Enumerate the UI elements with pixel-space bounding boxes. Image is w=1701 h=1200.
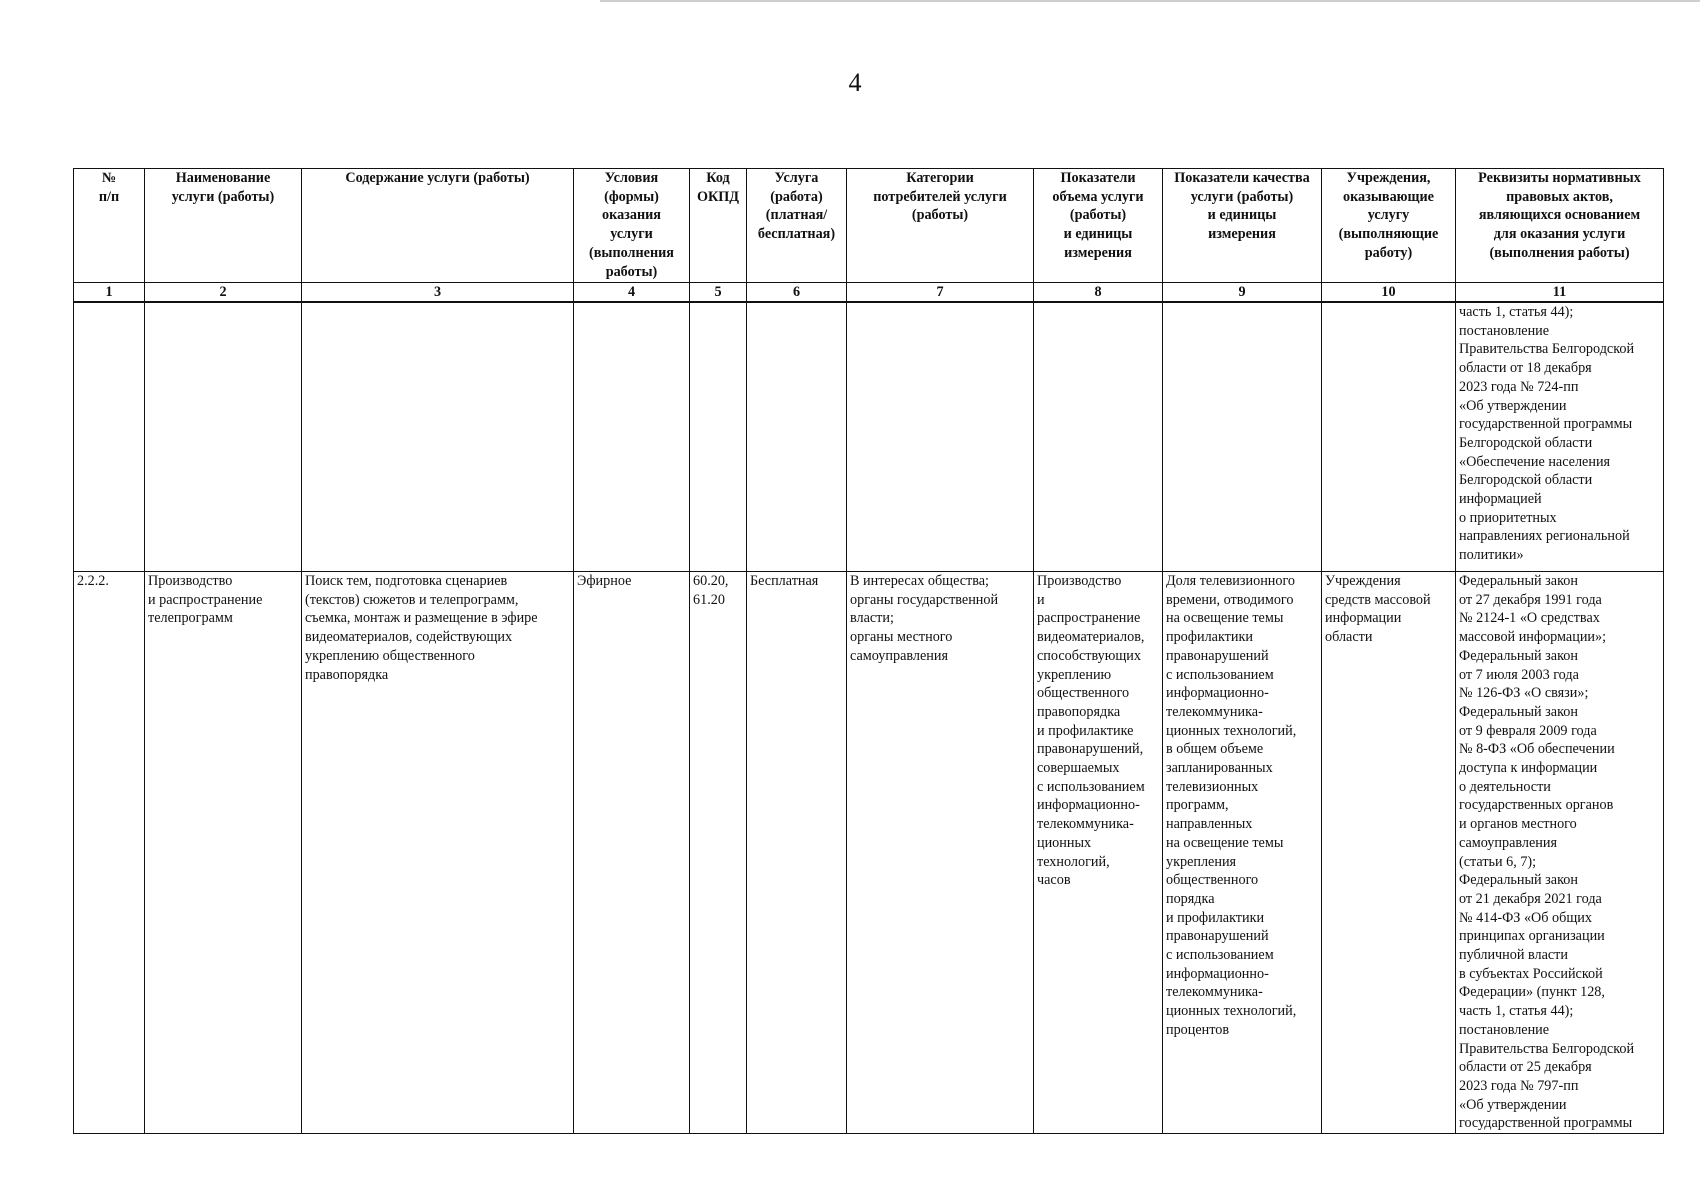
- page-number: 4: [848, 68, 862, 97]
- header-conditions: Условия (формы) оказания услуги (выполнения работы): [574, 169, 690, 283]
- header-consumers: Категории потребителей услуги (работы): [847, 169, 1034, 283]
- top-scan-edge: [600, 0, 1700, 2]
- column-number: 2: [145, 283, 302, 303]
- header-volume: Показатели объема услуги (работы) и единицы измерения: [1034, 169, 1163, 283]
- column-numbers-row: [74, 283, 1664, 303]
- column-number: 5: [690, 283, 747, 303]
- column-number: 11: [1456, 283, 1664, 303]
- row-service-name: Производство и распространение телепрограмм: [145, 572, 302, 1134]
- header-legal-acts: Реквизиты нормативных правовых актов, являющихся основанием для оказания услуги (выполнения работы): [1456, 169, 1664, 283]
- header-okpd: Код ОКПД: [690, 169, 747, 283]
- row-consumers: В интересах общества; органы государственной власти; органы местного самоуправления: [847, 572, 1034, 1134]
- empty-cell: [1163, 302, 1322, 572]
- empty-cell: [690, 302, 747, 572]
- empty-cell: [74, 302, 145, 572]
- header-service-name: Наименование услуги (работы): [145, 169, 302, 283]
- continuation-row: [74, 302, 1664, 572]
- row-volume: Производство и распространение видеоматериалов, способствующих укреплению общественного правопорядка и профилактике правонарушений, совершаемых с использованием информационно- телекоммуника- ционных технологий, часов: [1034, 572, 1163, 1134]
- column-number: 7: [847, 283, 1034, 303]
- column-number: 4: [574, 283, 690, 303]
- column-number: 10: [1322, 283, 1456, 303]
- row-number: 2.2.2.: [74, 572, 145, 1134]
- empty-cell: [1034, 302, 1163, 572]
- empty-cell: [747, 302, 847, 572]
- column-number: 9: [1163, 283, 1322, 303]
- empty-cell: [574, 302, 690, 572]
- empty-cell: [145, 302, 302, 572]
- header-service-content: Содержание услуги (работы): [302, 169, 574, 283]
- column-number: 8: [1034, 283, 1163, 303]
- services-table: [73, 168, 1664, 1134]
- row-quality: Доля телевизионного времени, отводимого на освещение темы профилактики правонарушений с использованием информационно- телекоммуника- ционных технологий, в общем объеме запланированных телевизионных программ, направленных на освещение темы укрепления общественного порядка и профилактики правонарушений с использованием информационно- телекоммуника- ционных технологий, процентов: [1163, 572, 1322, 1134]
- empty-cell: [302, 302, 574, 572]
- row-paid: Бесплатная: [747, 572, 847, 1134]
- column-number: 3: [302, 283, 574, 303]
- row-service-content: Поиск тем, подготовка сценариев (текстов) сюжетов и телепрограмм, съемка, монтаж и размещение в эфире видеоматериалов, содействующих укреплению общественного правопорядка: [302, 572, 574, 1134]
- row-okpd: 60.20, 61.20: [690, 572, 747, 1134]
- header-quality: Показатели качества услуги (работы) и единицы измерения: [1163, 169, 1322, 283]
- empty-cell: [847, 302, 1034, 572]
- column-number: 1: [74, 283, 145, 303]
- continuation-legal-acts: часть 1, статья 44); постановление Правительства Белгородской области от 18 декабря 2023 года № 724-пп «Об утверждении государственной программы Белгородской области «Обеспечение населения Белгородской области информацией о приоритетных направлениях региональной политики»: [1456, 302, 1664, 572]
- column-number: 6: [747, 283, 847, 303]
- row-legal-acts: Федеральный закон от 27 декабря 1991 года № 2124-1 «О средствах массовой информации»; Федеральный закон от 7 июля 2003 года № 126-ФЗ «О связи»; Федеральный закон от 9 февраля 2009 года № 8-ФЗ «Об обеспечении доступа к информации о деятельности государственных органов и органов местного самоуправления (статьи 6, 7); Федеральный закон от 21 декабря 2021 года № 414-ФЗ «Об общих принципах организации публичной власти в субъектах Российской Федерации» (пункт 128, часть 1, статья 44); постановление Правительства Белгородской области от 25 декабря 2023 года № 797-пп «Об утверждении государственной программы: [1456, 572, 1664, 1134]
- empty-cell: [1322, 302, 1456, 572]
- header-paid: Услуга (работа) (платная/ бесплатная): [747, 169, 847, 283]
- table-row: [74, 572, 1664, 1134]
- header-institutions: Учреждения, оказывающие услугу (выполняющие работу): [1322, 169, 1456, 283]
- table-header-row: [74, 169, 1664, 283]
- row-institutions: Учреждения средств массовой информации области: [1322, 572, 1456, 1134]
- header-number: № п/п: [74, 169, 145, 283]
- row-conditions: Эфирное: [574, 572, 690, 1134]
